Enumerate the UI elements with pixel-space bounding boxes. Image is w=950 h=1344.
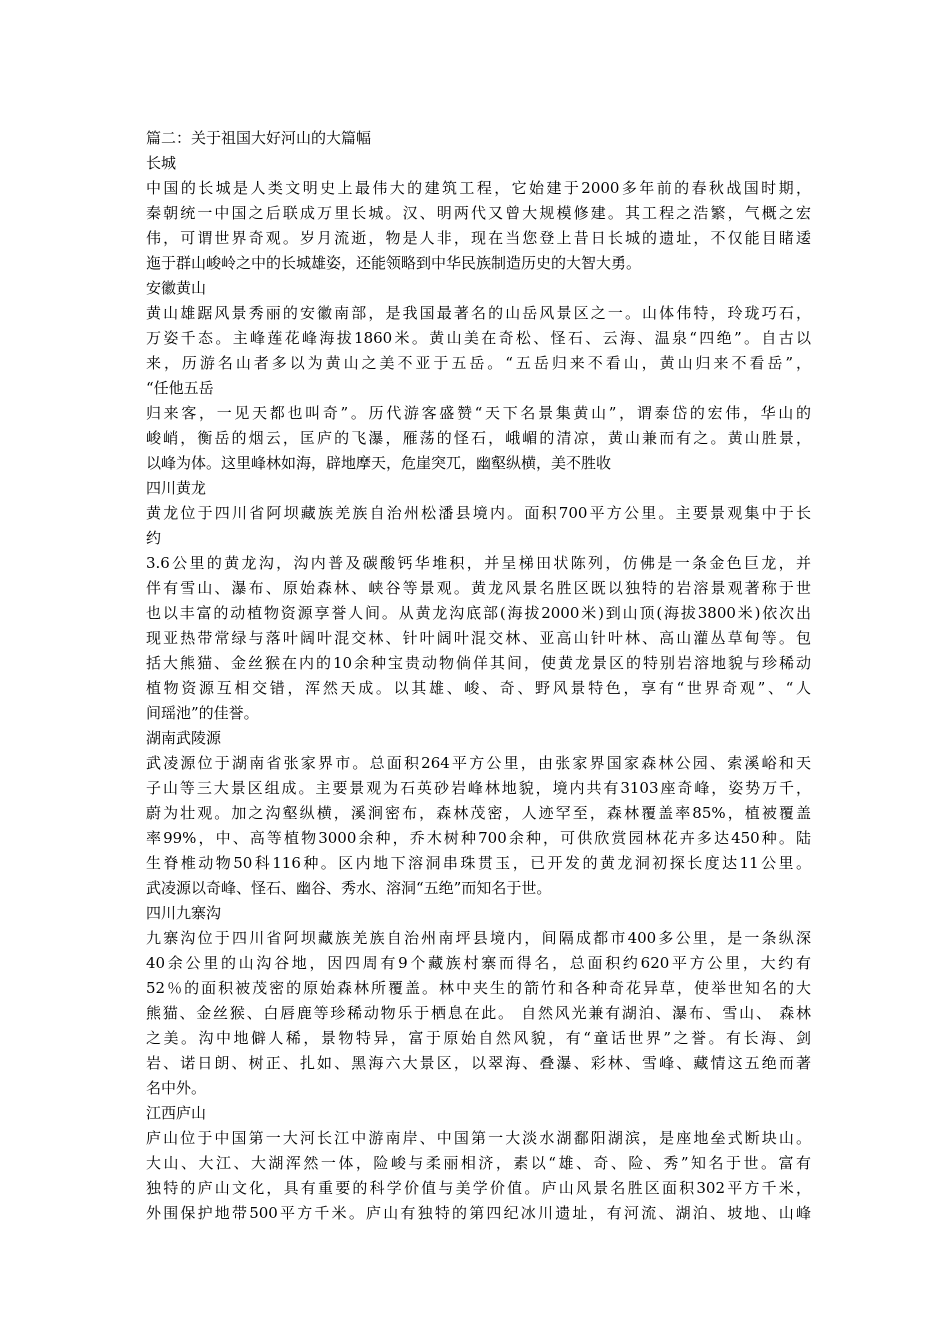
text-line: 武凌源以奇峰、怪石、幽谷、秀水、溶洞“五绝”而知名于世。 xyxy=(146,879,552,897)
text-line: 也以丰富的动植物资源享誉人间。从黄龙沟底部(海拔2000米)到山顶(海拔3800米)依次出 xyxy=(146,604,811,622)
section-title-wulingyuan: 湖南武陵源 xyxy=(146,729,222,747)
text-line: 来，历游名山者多以为黄山之美不亚于五岳。“五岳归来不看山，黄山归来不看岳”， xyxy=(146,354,811,372)
document-heading: 篇二：关于祖国大好河山的大篇幅 xyxy=(146,129,372,147)
text-line: 40余公里的山沟谷地，因四周有9个藏族村寨而得名，总面积约620平方公里，大约有 xyxy=(146,954,811,972)
text-line: 生脊椎动物50科116种。区内地下溶洞串珠贯玉，已开发的黄龙洞初探长度达11公里。 xyxy=(146,854,811,872)
text-line: 以峰为体。这里峰林如海，辟地摩天，危崖突兀，幽壑纵横，美不胜收 xyxy=(146,454,612,472)
text-line: 峻峭，衡岳的烟云，匡庐的飞瀑，雁荡的怪石，峨嵋的清凉，黄山兼而有之。黄山胜景， xyxy=(146,429,811,447)
text-line: 之美。沟中地僻人稀，景物特异，富于原始自然风貌，有“童话世界”之誉。有长海、剑 xyxy=(146,1029,811,1047)
text-line: 括大熊猫、金丝猴在内的10余种宝贵动物倘佯其间，使黄龙景区的特别岩溶地貌与珍稀动 xyxy=(146,654,811,672)
text-line: 蔚为壮观。加之沟壑纵横，溪涧密布，森林茂密，人迹罕至，森林覆盖率85%，植被覆盖 xyxy=(146,804,811,822)
section-title-jiuzhaigou: 四川九寨沟 xyxy=(146,904,222,922)
text-line: 外围保护地带500平方千米。庐山有独特的第四纪冰川遗址，有河流、湖泊、坡地、山峰 xyxy=(146,1204,811,1222)
text-line: 植物资源互相交错，浑然天成。以其雄、峻、奇、野风景特色，享有“世界奇观”、“人 xyxy=(146,679,811,697)
text-line: 迤于群山峻岭之中的长城雄姿，还能领略到中华民族制造历史的大智大勇。 xyxy=(146,254,642,272)
text-line: 间瑶池”的佳誉。 xyxy=(146,704,259,722)
text-line: 约 xyxy=(146,529,162,547)
text-line: 52％的面积被茂密的原始森林所覆盖。林中夹生的箭竹和各种奇花异草，使举世知名的大 xyxy=(146,979,811,997)
text-line: 伴有雪山、瀑布、原始森林、峡谷等景观。黄龙风景名胜区既以独特的岩溶景观著称于世 xyxy=(146,579,811,597)
text-line: 伟，可谓世界奇观。岁月流逝，物是人非，现在当您登上昔日长城的遗址，不仅能目睹逶 xyxy=(146,229,811,247)
text-line: 大山、大江、大湖浑然一体，险峻与柔丽相济，素以“雄、奇、险、秀”知名于世。富有 xyxy=(146,1154,811,1172)
section-title-huangshan: 安徽黄山 xyxy=(146,279,207,297)
text-line: 庐山位于中国第一大河长江中游南岸、中国第一大淡水湖鄱阳湖滨，是座地垒式断块山。 xyxy=(146,1129,811,1147)
section-title-huanglong: 四川黄龙 xyxy=(146,479,207,497)
section-title-lushan: 江西庐山 xyxy=(146,1104,207,1122)
text-line: 岩、诺日朗、树正、扎如、黑海六大景区，以翠海、叠瀑、彩林、雪峰、藏情这五绝而著 xyxy=(146,1054,811,1072)
text-line: 3.6公里的黄龙沟，沟内普及碳酸钙华堆积，并呈梯田状陈列，仿佛是一条金色巨龙，并 xyxy=(146,554,811,572)
text-line: 率99%，中、高等植物3000余种，乔木树种700余种，可供欣赏园林花卉多达450种。陆 xyxy=(146,829,811,847)
text-line: 黄山雄踞风景秀丽的安徽南部，是我国最著名的山岳风景区之一。山体伟特，玲珑巧石， xyxy=(146,304,811,322)
text-line: 名中外。 xyxy=(146,1079,207,1097)
text-line: 熊猫、金丝猴、白唇鹿等珍稀动物乐于栖息在此。 自然风光兼有湖泊、瀑布、雪山、 森林 xyxy=(146,1004,811,1022)
text-line: 独特的庐山文化，具有重要的科学价值与美学价值。庐山风景名胜区面积302平方千米， xyxy=(146,1179,811,1197)
text-line: 九寨沟位于四川省阿坝藏族羌族自治州南坪县境内，间隔成都市400多公里，是一条纵深 xyxy=(146,929,811,947)
text-line: 归来客，一见天都也叫奇”。历代游客盛赞“天下名景集黄山”，谓泰岱的宏伟，华山的 xyxy=(146,404,811,422)
section-title-great-wall: 长城 xyxy=(146,154,177,172)
text-line: 武凌源位于湖南省张家界市。总面积264平方公里，由张家界国家森林公园、索溪峪和天 xyxy=(146,754,811,772)
text-line: 中国的长城是人类文明史上最伟大的建筑工程，它始建于2000多年前的春秋战国时期， xyxy=(146,179,811,197)
text-line: “任他五岳 xyxy=(146,379,214,397)
text-line: 现亚热带常绿与落叶阔叶混交林、针叶阔叶混交林、亚高山针叶林、高山灌丛草甸等。包 xyxy=(146,629,811,647)
document-page xyxy=(146,126,811,1226)
text-line: 黄龙位于四川省阿坝藏族羌族自治州松潘县境内。面积700平方公里。主要景观集中于长 xyxy=(146,504,811,522)
text-line: 万姿千态。主峰莲花峰海拔1860米。黄山美在奇松、怪石、云海、温泉“四绝”。自古以 xyxy=(146,329,811,347)
text-line: 子山等三大景区组成。主要景观为石英砂岩峰林地貌，境内共有3103座奇峰，姿势万千， xyxy=(146,779,811,797)
text-line: 秦朝统一中国之后联成万里长城。汉、明两代又曾大规模修建。其工程之浩繁，气概之宏 xyxy=(146,204,811,222)
